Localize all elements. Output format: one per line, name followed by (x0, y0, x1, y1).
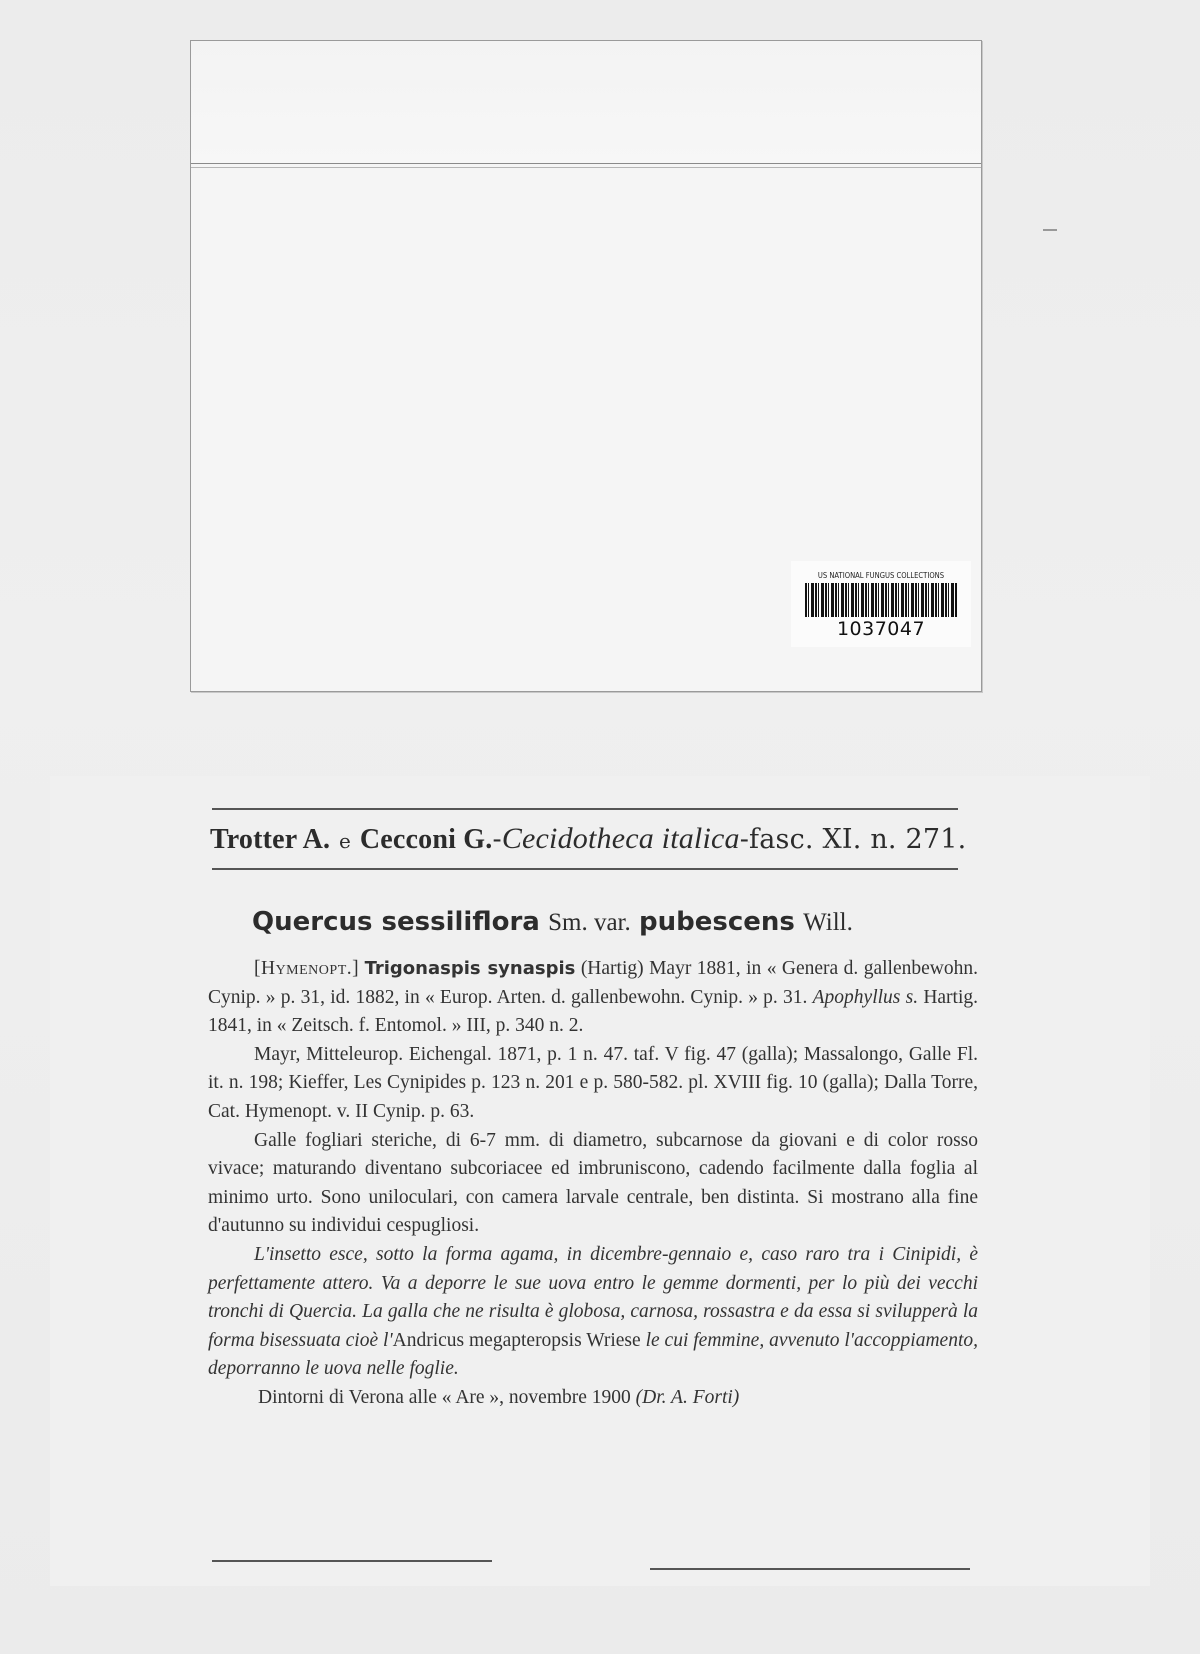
paragraph-taxonomy (208, 955, 978, 1041)
paragraph-references: Mayr, Mitteleurop. Eichengal. 1871, p. 1 n. 47. taf. V fig. 47 (galla); Massalongo, Galle Fl. it. n. 198; Kieffer, Les Cynipides p. 123 n. 201 e p. 580-582. pl. XVIII fig. 10 (galla); Dalla Torre, Cat. Hymenopt. v. II Cynip. p. 63. (208, 1043, 978, 1122)
label-header (210, 822, 970, 856)
footer-rule-right (650, 1568, 970, 1570)
barcode-icon (805, 583, 957, 617)
header-author-b: Cecconi G. (359, 824, 493, 855)
header-fascicle: -fasc. XI. n. 271. (739, 824, 967, 855)
header-dash: - (492, 824, 502, 855)
biology-text: L'insetto esce, sotto la forma agama, in dicembre-gennaio e, caso raro tra i Cinipidi, è perfettamente attero. Va a deporre le sue uova entro le gemme dormenti, per lo più dei vecchi tronchi di Quercia. La galla che ne risulta è globosa, carnosa, rossastra e da essa si svilupperà la forma bisessuata cioè l' (208, 1243, 978, 1351)
host-variety-author: Will. (803, 909, 853, 936)
footer-rule-left (212, 1560, 492, 1562)
header-series: Cecidotheca italica (501, 822, 740, 855)
collector: (Dr. A. Forti) (635, 1386, 740, 1408)
gall-species: Trigonaspis synaspis (364, 958, 576, 979)
citation-text-2: Hartig. 1841, in « Zeitsch. f. Entomol. » III, p. 340 n. 2. (208, 986, 979, 1037)
envelope-fold-line (191, 167, 981, 168)
paragraph-description: Galle fogliari steriche, di 6-7 mm. di diametro, subcarnose da giovani e di color rosso vivace; maturando diventano subcoriacee ed imbruniscono, cadendo facilmente dalla foglia al minimo urto. Sono uniloculari, con camera larvale centrale, ben distinta. Si mostrano alla fine d'autunno su individui cespugliosi. (208, 1129, 978, 1237)
locality-text: Dintorni di Verona alle « Are », novembre 1900 (258, 1386, 631, 1408)
host-plant-title (252, 907, 972, 937)
host-variety: pubescens (639, 907, 795, 937)
barcode-label (791, 561, 971, 647)
citation-text: (Hartig) Mayr 1881, in « Genera d. gallenbewohn. Cynip. » p. 31, id. 1882, in « Europ. Arten. d. gallenbewohn. Cynip. » p. 31. (208, 958, 978, 1008)
barcode-organization: US NATIONAL FUNGUS COLLECTIONS (817, 571, 945, 580)
envelope-flap (191, 41, 981, 164)
header-conjunction: e (339, 829, 352, 853)
host-species: Quercus sessiliflora (252, 907, 540, 937)
specimen-envelope (190, 40, 982, 692)
paragraph-biology (208, 1241, 978, 1384)
label-body (208, 955, 978, 1413)
header-top-rule (212, 808, 958, 810)
synonym: Apophyllus s. (812, 986, 919, 1008)
barcode-number: 1037047 (836, 618, 926, 640)
biology-text-2: le cui femmine, avvenuto l'accoppiamento, deporranno le uova nelle foglie. (208, 1329, 978, 1380)
dust-speck (1043, 229, 1057, 231)
locality-line (208, 1384, 978, 1413)
host-author: Sm. var. (548, 909, 631, 936)
header-bottom-rule (212, 868, 958, 870)
order-label: [Hymenopt.] (254, 958, 360, 979)
biology-species: Andricus megapteropsis Wriese (392, 1329, 641, 1351)
header-author-a: Trotter A. (210, 824, 331, 855)
